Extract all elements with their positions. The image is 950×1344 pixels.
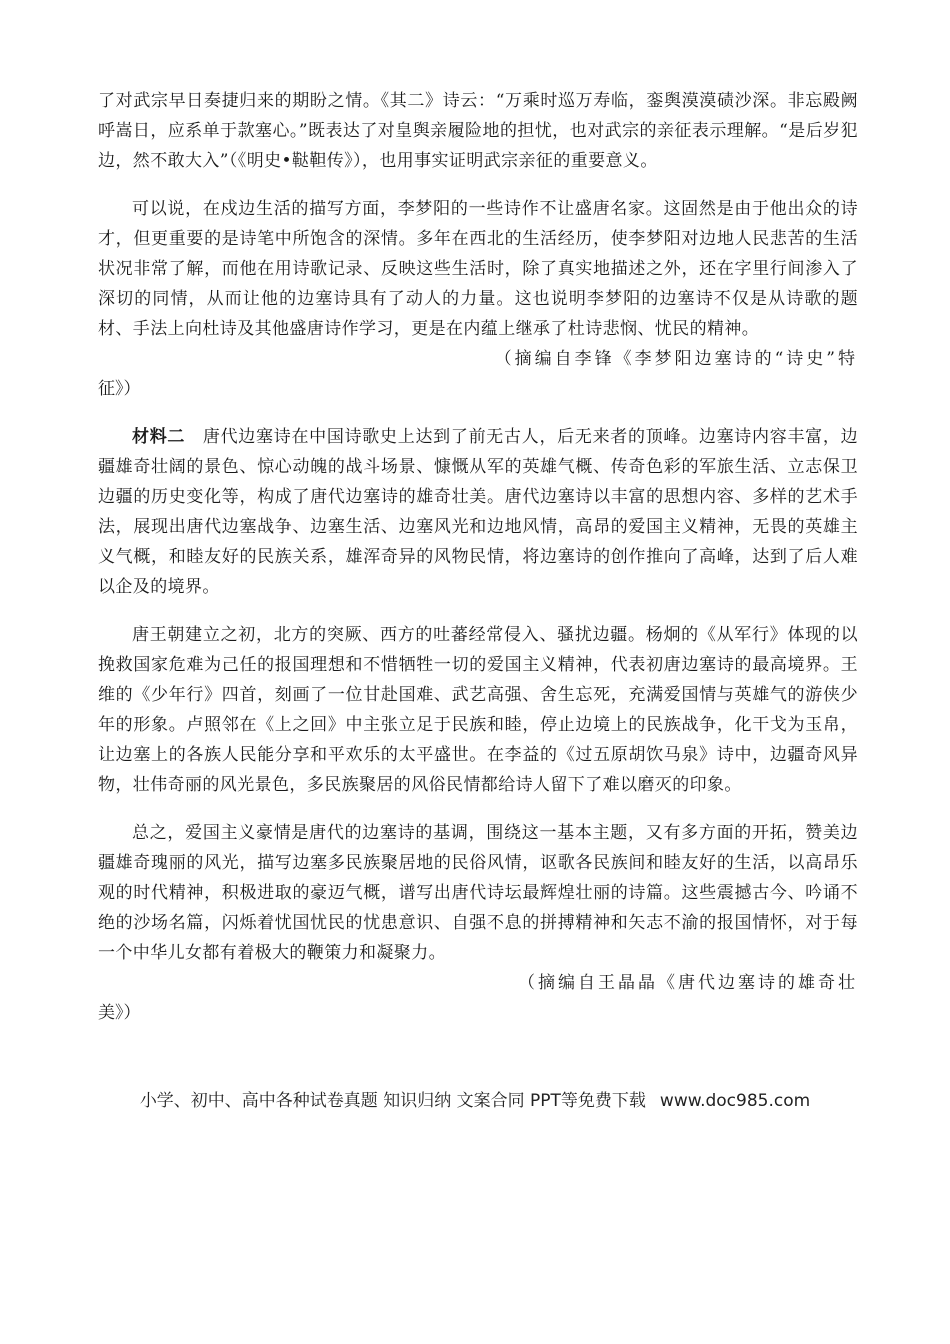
material-2-label: 材料二	[132, 427, 186, 447]
footer-url[interactable]: www.doc985.com	[659, 1091, 811, 1111]
document-body	[98, 86, 858, 1028]
source-citation-2-line2: 美》）	[98, 1003, 141, 1023]
material-2-text: 唐代边塞诗在中国诗歌史上达到了前无古人，后无来者的顶峰。边塞诗内容丰富，边疆雄奇壮阔的景色、惊心动魄的战斗场景、慷慨从军的英雄气概、传奇色彩的军旅生活、立志保卫边疆的历史变化等，构成了唐代边塞诗的雄奇壮美。唐代边塞诗以丰富的思想内容、多样的艺术手法，展现出唐代边塞战争、边塞生活、边塞风光和边地风情，高昂的爱国主义精神，无畏的英雄主义气概，和睦友好的民族关系，雄浑奇异的风物民情，将边塞诗的创作推向了高峰，达到了后人难以企及的境界。	[98, 427, 858, 597]
page-footer	[0, 1086, 950, 1111]
source-citation-2-line1: （摘编自王晶晶《唐代边塞诗的雄奇壮	[518, 973, 858, 993]
paragraph-material-2	[98, 422, 858, 602]
paragraph-li-mengyang-summary: 可以说，在戍边生活的描写方面，李梦阳的一些诗作不让盛唐名家。这固然是由于他出众的诗才，但更重要的是诗笔中所饱含的深情。多年在西北的生活经历，使李梦阳对边地人民悲苦的生活状况非常了解，而他在用诗歌记录、反映这些生活时，除了真实地描述之外，还在字里行间渗入了深切的同情，从而让他的边塞诗具有了动人的力量。这也说明李梦阳的边塞诗不仅是从诗歌的题材、手法上向杜诗及其他盛唐诗作学习，更是在内蕴上继承了杜诗悲悯、忧民的精神。	[98, 199, 858, 339]
paragraph-continuation: 了对武宗早日奏捷归来的期盼之情。《其二》诗云：“万乘时巡万寿临，銮舆漠漠碛沙深。非忘殿阙呼嵩日，应系单于款塞心。”既表达了对皇舆亲履险地的担忧，也对武宗的亲征表示理解。“是后岁犯边，然不敢大入”（《明史•鞑靼传》），也用事实证明武宗亲征的重要意义。	[98, 91, 858, 171]
source-citation-2	[98, 968, 858, 1028]
source-citation-1	[98, 344, 858, 404]
paragraph-early-tang: 唐王朝建立之初，北方的突厥、西方的吐蕃经常侵入、骚扰边疆。杨炯的《从军行》体现的以挽救国家危难为己任的报国理想和不惜牺牲一切的爱国主义精神，代表初唐边塞诗的最高境界。王维的《少年行》四首，刻画了一位甘赴国难、武艺高强、舍生忘死，充满爱国情与英雄气的游侠少年的形象。卢照邻在《上之回》中主张立足于民族和睦，停止边境上的民族战争，化干戈为玉帛，让边塞上的各族人民能分享和平欢乐的太平盛世。在李益的《过五原胡饮马泉》诗中，边疆奇风异物，壮伟奇丽的风光景色，多民族聚居的风俗民情都给诗人留下了难以磨灭的印象。	[98, 625, 858, 795]
source-citation-1-line1: （摘编自李锋《李梦阳边塞诗的“诗史”特	[494, 349, 858, 369]
source-citation-1-line2: 征》）	[98, 379, 141, 399]
paragraph-conclusion: 总之，爱国主义豪情是唐代的边塞诗的基调，围绕这一基本主题，又有多方面的开拓，赞美边疆雄奇瑰丽的风光，描写边塞多民族聚居地的民俗风情，讴歌各民族间和睦友好的生活，以高昂乐观的时代精神，积极进取的豪迈气概，谱写出唐代诗坛最辉煌壮丽的诗篇。这些震撼古今、吟诵不绝的沙场名篇，闪烁着忧国忧民的忧患意识、自强不息的拼搏精神和矢志不渝的报国情怀，对于每一个中华儿女都有着极大的鞭策力和凝聚力。	[98, 823, 858, 963]
footer-text: 小学、初中、高中各种试卷真题 知识归纳 文案合同 PPT等免费下载	[139, 1091, 646, 1111]
